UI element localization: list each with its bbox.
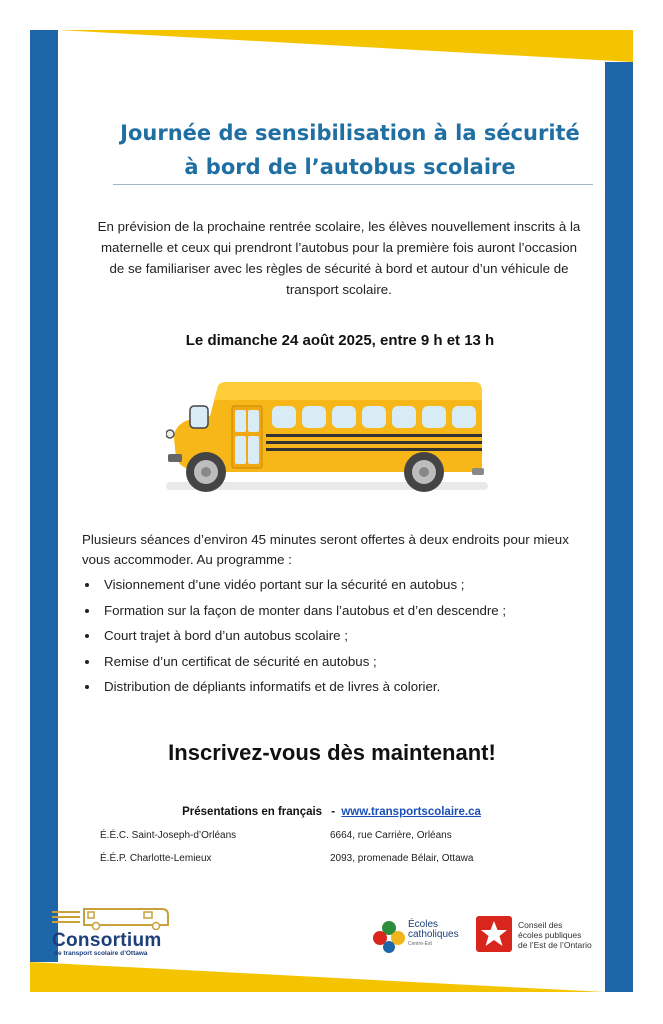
left-blue-band — [30, 30, 58, 962]
intro-line-1: En prévision de la prochaine rentrée scolaire, les élèves nouvellement inscrits à la — [97, 219, 581, 234]
intro-paragraph — [84, 216, 594, 300]
ecoles-subtitle: Centre-Est — [408, 941, 432, 947]
bottom-yellow-band — [30, 962, 605, 992]
list-item: Court trajet à bord d’un autobus scolaire ; — [82, 623, 602, 649]
ecoles-line-2: catholiques — [408, 929, 459, 940]
cepeo-line-1: Conseil des — [518, 920, 563, 930]
cepeo-line-2: écoles publiques — [518, 930, 582, 940]
event-date: Le dimanche 24 août 2025, entre 9 h et 13 h — [185, 332, 495, 349]
intro-line-3: de se familiariser avec les règles de sécurité à bord et autour d’un véhicule de — [109, 261, 569, 276]
bullet-icon — [85, 685, 89, 689]
program-paragraph — [82, 530, 602, 570]
location-address-1: 6664, rue Carrière, Orléans — [330, 830, 452, 841]
ecoles-catholiques-logo — [372, 918, 472, 958]
bullet-icon — [85, 583, 89, 587]
presentations-line — [0, 806, 663, 818]
website-link[interactable]: www.transportscolaire.ca — [341, 806, 481, 818]
list-item: Distribution de dépliants informatifs et de livres à colorier. — [82, 674, 602, 700]
bullet-icon — [85, 609, 89, 613]
bus-outline-icon — [52, 906, 176, 930]
signup-heading: Inscrivez-vous dès maintenant! — [168, 740, 496, 765]
location-address-2: 2093, promenade Bélair, Ottawa — [330, 853, 474, 864]
school-bus-illustration — [166, 378, 488, 498]
bullet-icon — [85, 634, 89, 638]
consortium-subtitle: de transport scolaire d’Ottawa — [54, 950, 148, 957]
right-blue-band — [605, 62, 633, 992]
cepeo-logo — [476, 914, 606, 958]
flower-icon — [372, 920, 406, 954]
program-list — [82, 572, 602, 700]
intro-line-4: transport scolaire. — [286, 282, 392, 297]
list-item: Visionnement d’une vidéo portant sur la sécurité en autobus ; — [82, 572, 602, 598]
ecoles-line-1: Écoles — [408, 919, 439, 930]
title-divider — [113, 184, 593, 185]
top-yellow-band — [58, 30, 633, 62]
star-icon — [476, 916, 512, 952]
consortium-name: Consortium — [52, 930, 162, 951]
presentations-separator: - — [331, 806, 336, 818]
page-title — [100, 116, 600, 184]
location-school-2: É.É.P. Charlotte-Lemieux — [100, 853, 212, 864]
program-line-2: vous accommoder. Au programme : — [82, 552, 292, 567]
consortium-logo — [52, 906, 182, 961]
cepeo-line-3: de l’Est de l’Ontario — [518, 940, 592, 950]
list-item: Remise d’un certificat de sécurité en autobus ; — [82, 649, 602, 675]
bullet-icon — [85, 660, 89, 664]
title-line-1: Journée de sensibilisation à la sécurité — [120, 121, 580, 145]
title-line-2: à bord de l’autobus scolaire — [184, 155, 516, 179]
intro-line-2: maternelle et ceux qui prendront l’autobus pour la première fois auront l’occasion — [100, 240, 577, 255]
presentations-label: Présentations en français — [182, 806, 323, 818]
location-school-1: É.É.C. Saint-Joseph-d’Orléans — [100, 830, 237, 841]
program-line-1: Plusieurs séances d’environ 45 minutes seront offertes à deux endroits pour mieux — [82, 532, 569, 547]
list-item: Formation sur la façon de monter dans l’autobus et d’en descendre ; — [82, 598, 602, 624]
